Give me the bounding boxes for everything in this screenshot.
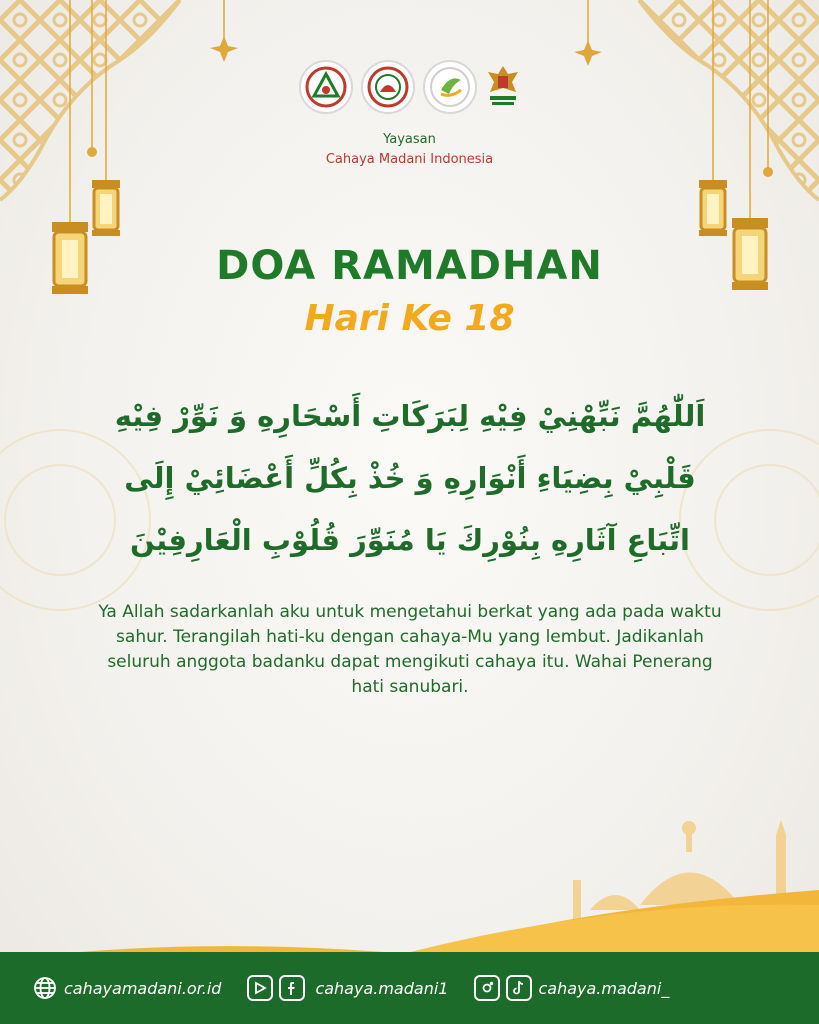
organization-line-2: Cahaya Madani Indonesia [325, 152, 494, 167]
arabic-line-1: اَللّٰهُمَّ نَبِّهْنِيْ فِيْهِ لِبَرَكَاتِ أَسْحَارِهِ وَ نَوِّرْ فِيْهِ [114, 399, 706, 433]
arabic-line-2: قَلْبِيْ بِضِيَاءِ أَنْوَارِهِ وَ خُذْ بِكُلِّ أَعْضَائِيْ إِلَى [124, 461, 696, 495]
garuda-emblem-icon [485, 60, 521, 114]
arabic-line-3: اتِّبَاعِ آثَارِهِ بِنُوْرِكَ يَا مُنَوِّرَ قُلُوْبِ الْعَارِفِيْنَ [130, 523, 690, 557]
instagram-tiktok-link[interactable] [474, 975, 669, 1001]
footer-bar [0, 952, 819, 1024]
partner-leaf-logo-icon [423, 60, 477, 114]
youtube-icon [247, 975, 273, 1001]
youtube-facebook-link[interactable] [247, 975, 448, 1001]
cahaya-madani-emblem-icon [361, 60, 415, 114]
globe-icon [32, 975, 58, 1001]
page-subtitle: Hari Ke 18 [304, 298, 515, 339]
website-link[interactable] [32, 975, 221, 1001]
prayer-translation: Ya Allah sadarkanlah aku untuk mengetahui berkat yang ada pada waktu sahur. Terangilah hati-ku dengan cahaya-Mu yang lembut. Jadikanlah seluruh anggota badanku dapat mengikuti cahaya itu. Wahai Penerang hati sanubari. [98, 602, 722, 697]
facebook-icon [279, 975, 305, 1001]
organization-name [0, 130, 819, 170]
organization-line-1: Yayasan [383, 132, 436, 147]
tiktok-icon [506, 975, 532, 1001]
partner-logos [0, 60, 819, 114]
instagram-icon [474, 975, 500, 1001]
social-handle-1: cahaya.madani1 [315, 978, 449, 998]
social-handle-2: cahaya.madani_ [538, 978, 670, 998]
page-title: DOA RAMADHAN [216, 243, 603, 289]
website-text: cahayamadani.or.id [64, 978, 222, 998]
arabic-prayer [90, 385, 730, 571]
cahaya-madani-logo-icon [299, 60, 353, 114]
